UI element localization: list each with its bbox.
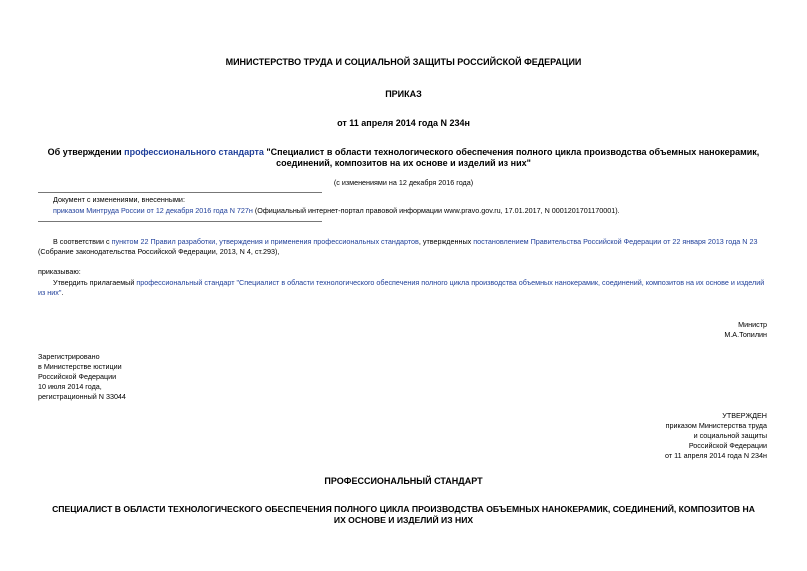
standard-title-line2: ИХ ОСНОВЕ И ИЗДЕЛИЙ ИЗ НИХ [333,515,474,525]
government-decree-link[interactable]: постановлением Правительства Российской Федерации от 22 января 2013 года N 23 [473,237,758,246]
basis-paragraph [38,237,778,257]
registration-block [38,352,126,402]
basis-text2: , утвержденных [418,237,474,246]
doc-changes-line [53,206,620,216]
registration-line: в Министерстве юстиции [38,362,122,371]
registration-line: Зарегистрировано [38,352,100,361]
order-verb: приказываю: [38,267,81,276]
approved-block [665,411,767,461]
approve-end: . [61,288,64,297]
doc-changes-rest: (Официальный интернет-портал правовой информации www.pravo.gov.ru, 17.01.2017, N 0001201701170001). [252,206,620,215]
divider-top [38,192,322,193]
divider-bottom [38,221,322,222]
amending-order-link[interactable]: приказом Минтруда России от 12 декабря 2016 года N 727н [53,206,253,215]
approve-line1 [38,278,778,288]
standard-link[interactable]: профессиональный стандарт "Специалист в области технологического обеспечения полного цикла производства объемных нанокерамик, соединений, композитов на их основе и изделий [136,278,765,287]
order-word: ПРИКАЗ [385,89,422,99]
title-line2: соединений, композитов на их основе и изделий из них" [276,158,531,168]
title-line1-rest: "Специалист в области технологического обеспечения полного цикла производства объемных нанокерамик, [263,147,760,157]
approved-line: и социальной защиты [693,431,767,440]
approved-line: от 11 апреля 2014 года N 234н [665,451,767,460]
order-title [0,147,807,169]
registration-line: 10 июля 2014 года, [38,382,102,391]
signature-name: М.А.Топилин [724,330,767,339]
order-date: от 11 апреля 2014 года N 234н [337,118,470,128]
standard-title-line1: СПЕЦИАЛИСТ В ОБЛАСТИ ТЕХНОЛОГИЧЕСКОГО ОБЕСПЕЧЕНИЯ ПОЛНОГО ЦИКЛА ПРОИЗВОДСТВА ОБЪЕМНЫХ НАНОКЕРАМИК, СОЕДИНЕНИЙ, КОМПОЗИТОВ НА [52,504,755,514]
order-title-line1 [0,147,807,158]
basis-line1 [38,237,778,247]
approve-line2 [38,288,778,298]
standard-heading: ПРОФЕССИОНАЛЬНЫЙ СТАНДАРТ [324,476,483,486]
signature-role: Министр [738,320,767,329]
signature-block [724,320,767,340]
approve-paragraph [38,278,778,298]
doc-changes-label: Документ с изменениями, внесенными: [53,195,185,204]
approved-line: УТВЕРЖДЕН [722,411,767,420]
title-prefix: Об утверждении [47,147,125,157]
basis-text1: В соответствии с [53,237,112,246]
approved-line: Российской Федерации [688,441,767,450]
approve-text: Утвердить прилагаемый [53,278,137,287]
registration-line: регистрационный N 33044 [38,392,126,401]
standard-title [0,504,807,526]
rules-link[interactable]: пунктом 22 Правил разработки, утверждения и применения профессиональных стандартов [111,237,419,246]
amendment-note: (с изменениями на 12 декабря 2016 года) [333,178,474,187]
basis-line2: (Собрание законодательства Российской Федерации, 2013, N 4, ст.293), [38,247,280,256]
title-standard-link[interactable]: профессионального стандарта [124,147,264,157]
registration-line: Российской Федерации [38,372,117,381]
standard-link-end[interactable]: из них" [38,288,62,297]
approved-line: приказом Министерства труда [665,421,767,430]
ministry-heading: МИНИСТЕРСТВО ТРУДА И СОЦИАЛЬНОЙ ЗАЩИТЫ РОССИЙСКОЙ ФЕДЕРАЦИИ [225,57,582,67]
